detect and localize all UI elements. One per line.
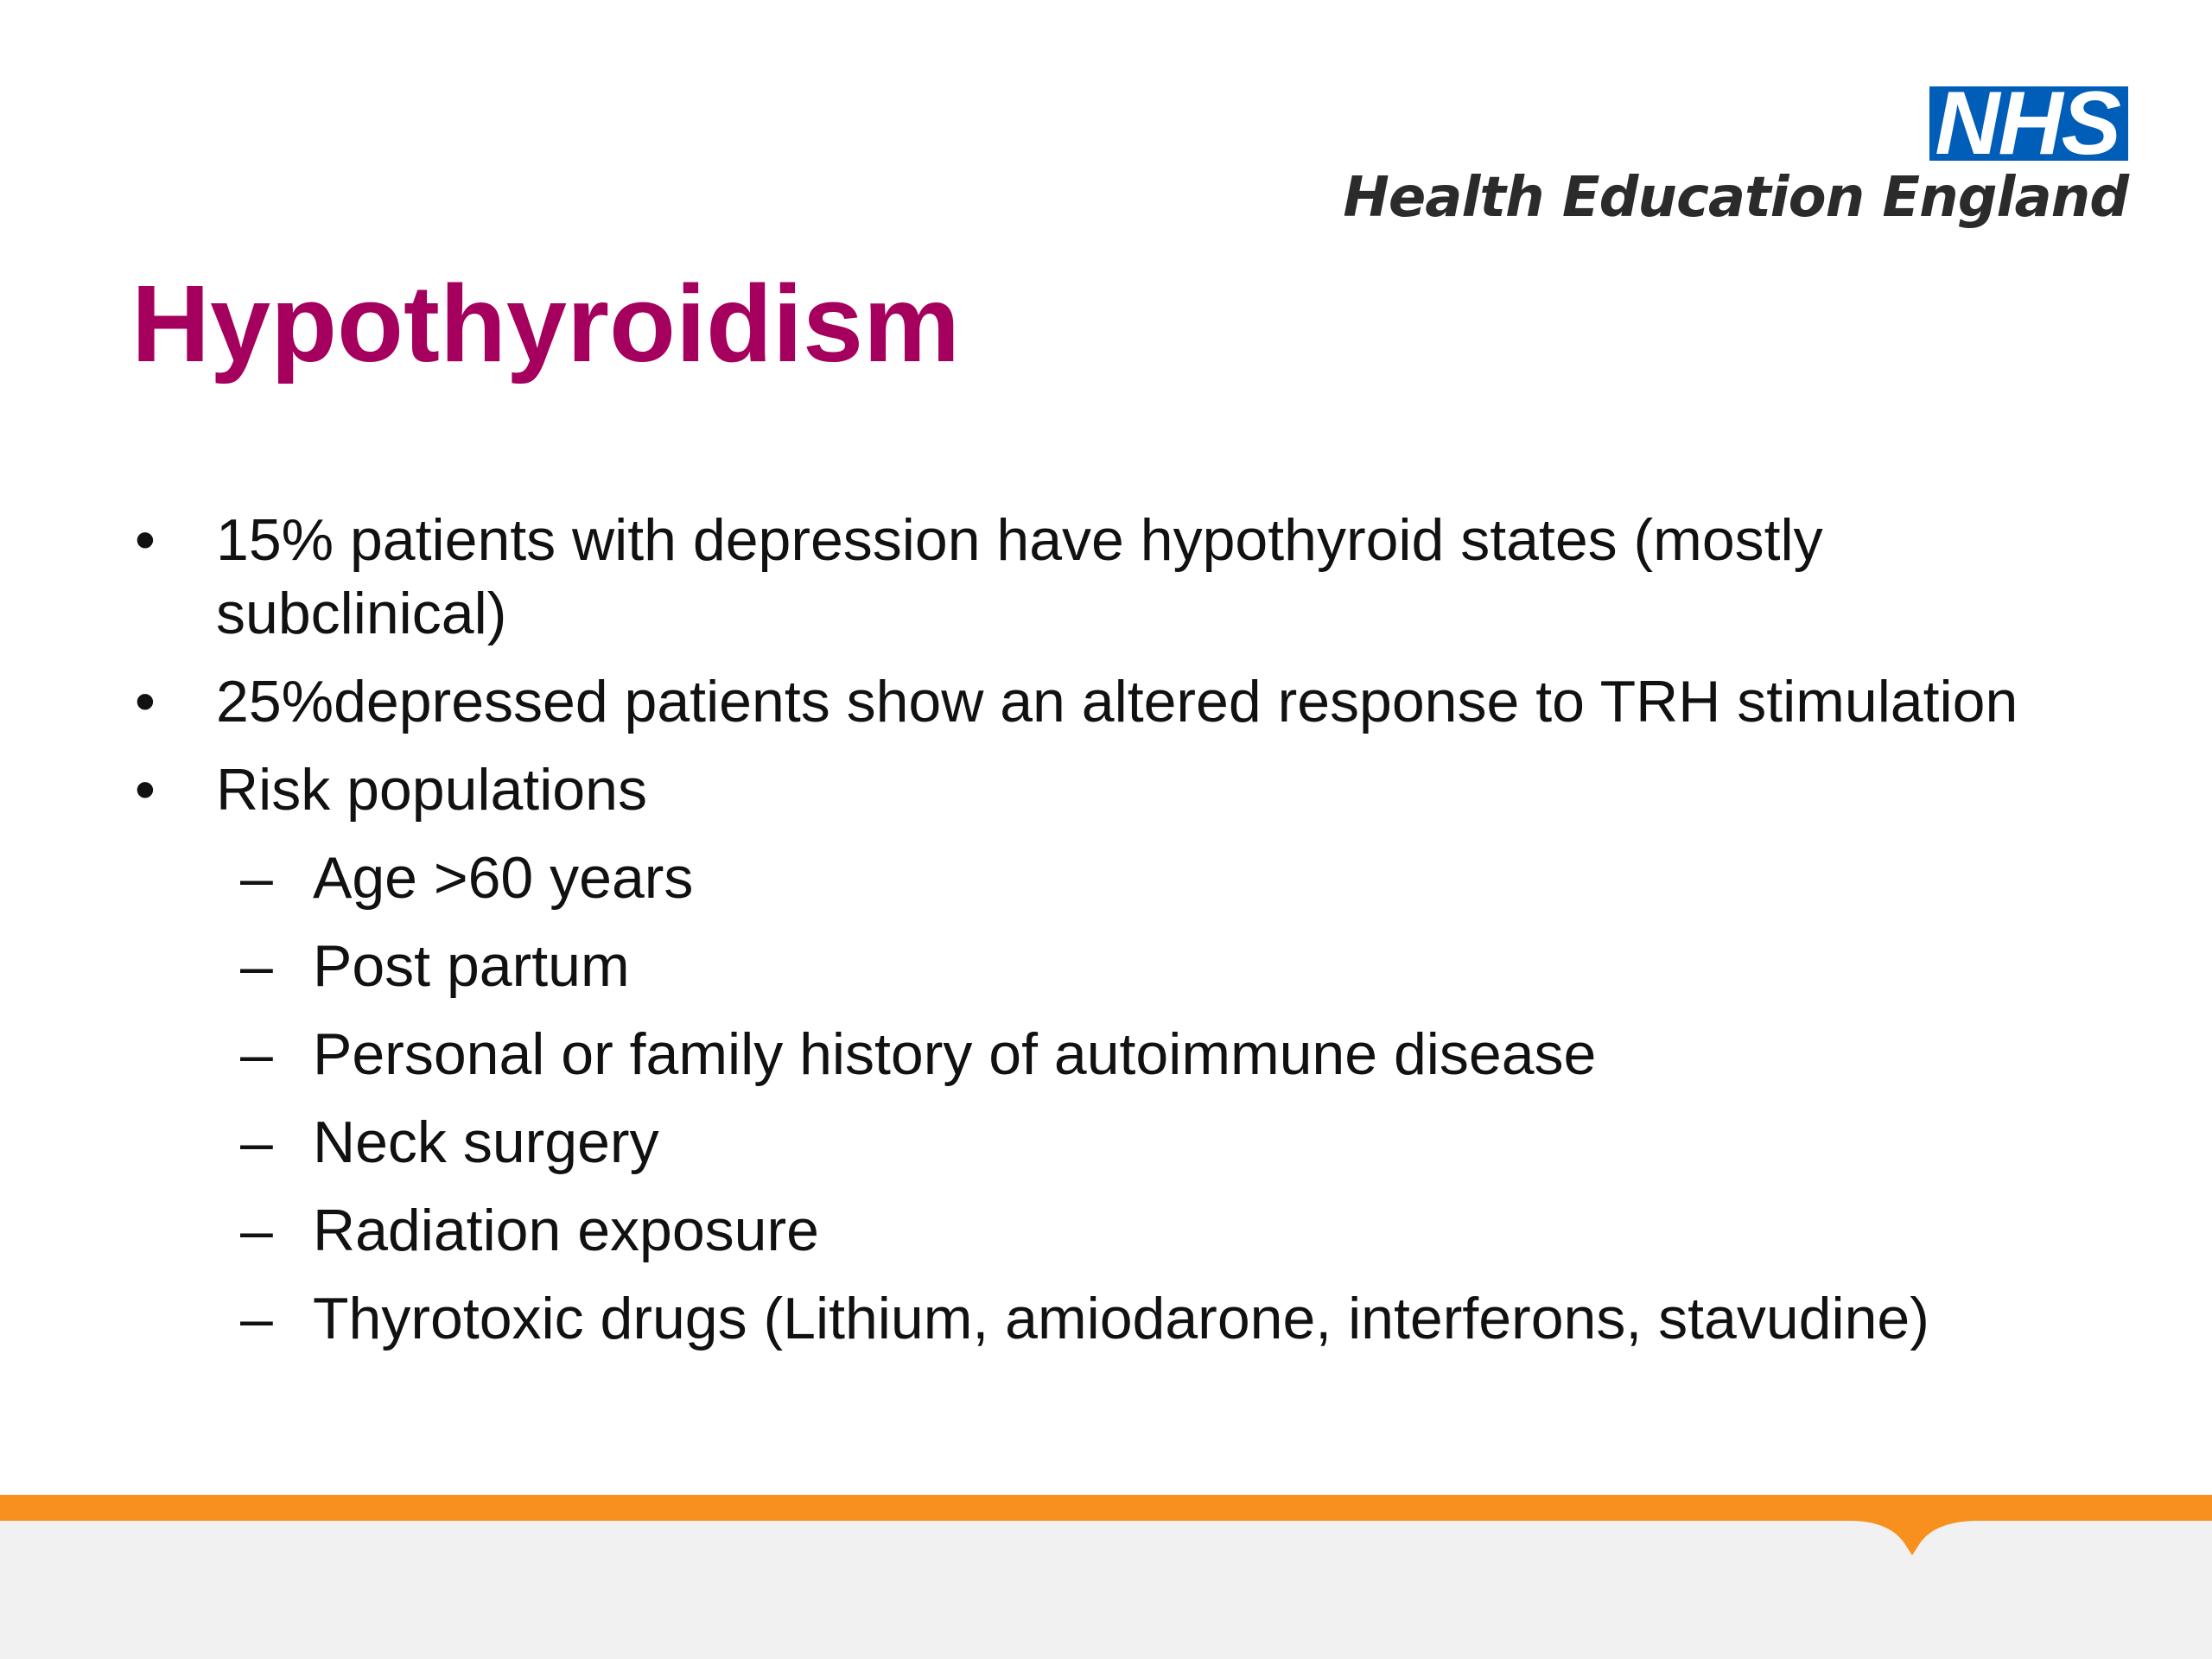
dash-mark: – — [240, 1021, 273, 1087]
sub-bullet-item — [131, 1106, 2084, 1179]
sub-bullet-text: Radiation exposure — [313, 1198, 819, 1263]
sub-bullet-item — [131, 842, 2084, 915]
bullet-mark: • — [135, 757, 156, 823]
slide-title: Hypothyroidism — [131, 263, 961, 385]
sub-bullet-item — [131, 930, 2084, 1003]
dash-mark: – — [240, 933, 273, 999]
sub-bullet-text: Post partum — [313, 933, 630, 999]
nhs-badge: NHS — [1929, 86, 2128, 161]
bullet-list — [131, 504, 2084, 1370]
dash-mark: – — [240, 1198, 273, 1263]
sub-bullet-text: Thyrotoxic drugs (Lithium, amiodarone, interferons, stavudine) — [313, 1286, 1929, 1351]
bullet-item — [131, 665, 2084, 739]
bullet-mark: • — [135, 507, 156, 573]
sub-bullet-text: Neck surgery — [313, 1109, 659, 1175]
bullet-item — [131, 753, 2084, 827]
bullet-text: 25%depressed patients show an altered response to TRH stimulation — [216, 669, 2018, 734]
nhs-hee-logo — [1343, 73, 2128, 230]
sub-bullet-text: Age >60 years — [313, 845, 694, 911]
dash-mark: – — [240, 1109, 273, 1175]
bullet-mark: • — [135, 669, 156, 734]
bullet-text: Risk populations — [216, 757, 647, 823]
bullet-text: 15% patients with depression have hypothyroid states (mostly subclinical) — [216, 507, 1823, 646]
dash-mark: – — [240, 1286, 273, 1351]
sub-bullet-item — [131, 1018, 2084, 1091]
sub-bullet-item — [131, 1194, 2084, 1268]
sub-bullet-text: Personal or family history of autoimmune disease — [313, 1021, 1597, 1087]
sub-bullet-item — [131, 1282, 2084, 1356]
dash-mark: – — [240, 845, 273, 911]
organisation-name: Health Education England — [1343, 166, 2128, 230]
bullet-item — [131, 504, 2084, 651]
footer-notch-shape — [1849, 1517, 1979, 1560]
